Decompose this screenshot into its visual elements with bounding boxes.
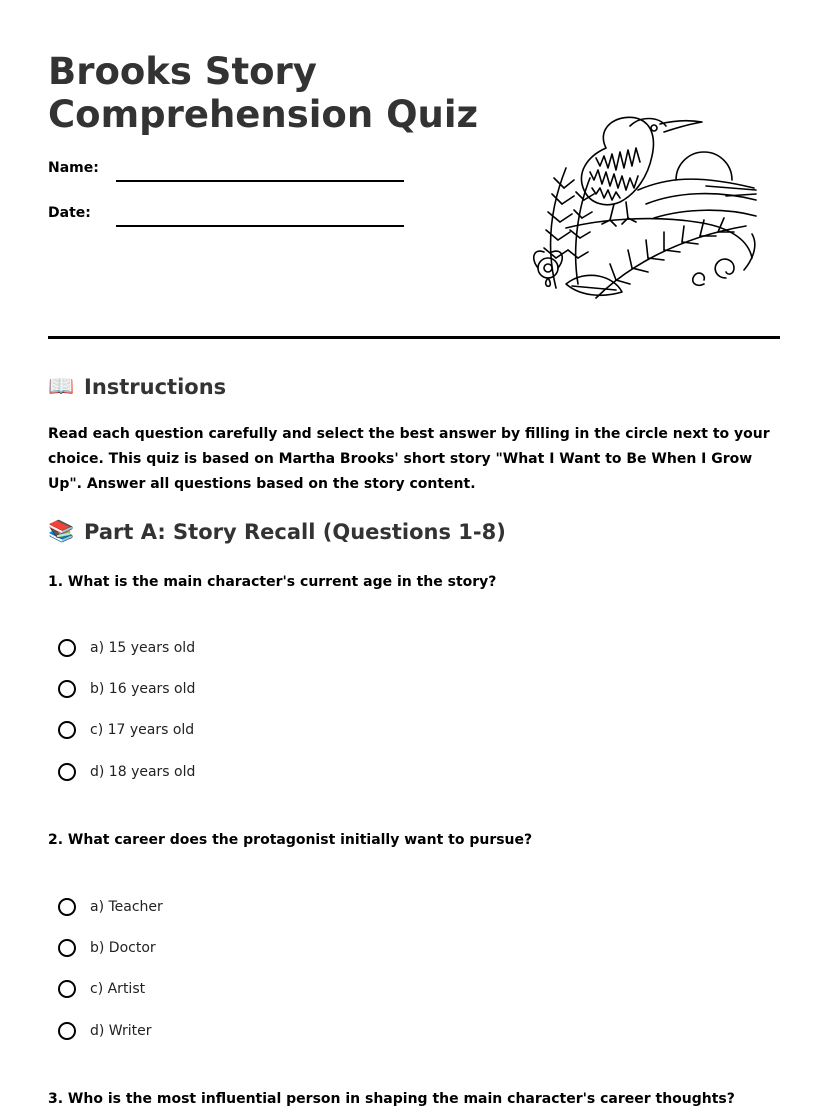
kiwi-bird-illustration-icon [526,108,760,300]
date-field[interactable] [116,225,404,227]
date-label: Date: [48,205,91,221]
radio-button[interactable] [58,721,76,739]
header-divider [48,336,780,339]
title-line-1: Brooks Story [48,50,317,93]
question-2-option-d[interactable] [58,1018,152,1044]
name-label: Name: [48,160,99,176]
option-label: a) Teacher [90,899,163,915]
question-1-option-a[interactable] [58,635,195,661]
page-title [48,50,488,136]
question-2-option-a[interactable] [58,894,163,920]
radio-button[interactable] [58,939,76,957]
part-a-heading-text: Part A: Story Recall (Questions 1-8) [84,519,506,544]
option-label: b) Doctor [90,940,156,956]
title-line-2: Comprehension Quiz [48,93,479,136]
radio-button[interactable] [58,1022,76,1040]
question-2-option-c[interactable] [58,976,145,1002]
name-field[interactable] [116,180,404,182]
question-2-option-b[interactable] [58,935,156,961]
instructions-text: Read each question carefully and select the best answer by filling in the circle next to your choice. This quiz is based on Martha Brooks' short story "What I Want to Be When I Grow Up". Answer all questions based on the story content. [48,426,770,492]
quiz-header [48,0,780,340]
instructions-heading-text: Instructions [84,374,227,399]
option-label: b) 16 years old [90,681,196,697]
question-1-option-b[interactable] [58,676,195,702]
question-3-text: 3. Who is the most influential person in shaping the main character's career thoughts? [48,1091,735,1107]
question-1-option-c[interactable] [58,717,194,743]
question-2-text: 2. What career does the protagonist initially want to pursue? [48,832,533,848]
radio-button[interactable] [58,639,76,657]
date-field-row [48,203,408,233]
name-field-row [48,158,408,188]
option-label: d) 18 years old [90,764,196,780]
radio-button[interactable] [58,980,76,998]
option-label: a) 15 years old [90,640,196,656]
quiz-page [48,0,780,1107]
radio-button[interactable] [58,898,76,916]
part-a-heading [48,519,506,544]
option-label: c) Artist [90,981,146,997]
radio-button[interactable] [58,680,76,698]
instructions-heading [48,374,226,399]
option-label: c) 17 years old [90,722,195,738]
question-1-option-d[interactable] [58,759,195,785]
books-icon: 📚 [48,519,75,543]
option-label: d) Writer [90,1023,152,1039]
open-book-icon: 📖 [48,374,75,398]
question-1-text: 1. What is the main character's current age in the story? [48,574,497,590]
radio-button[interactable] [58,763,76,781]
